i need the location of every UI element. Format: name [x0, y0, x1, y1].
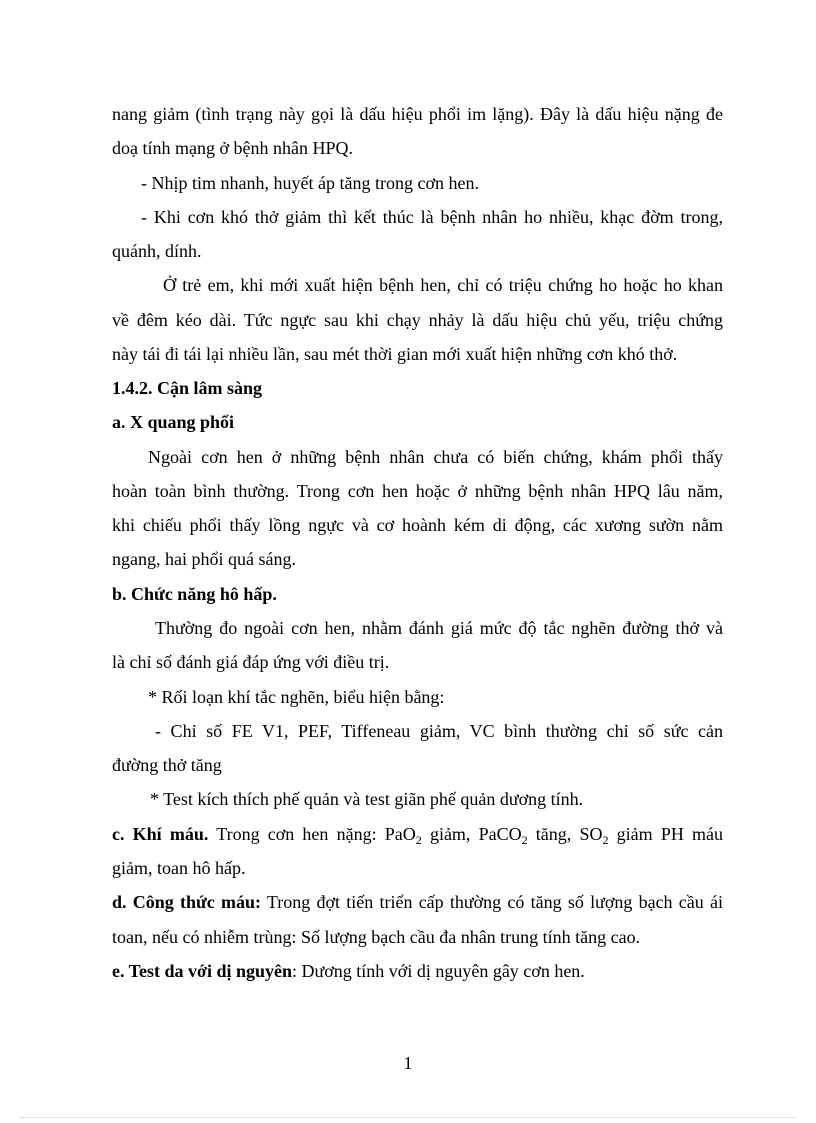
text-line: - Chỉ số FE V1, PEF, Tiffeneau giảm, VC bình thường chỉ số sức cản [155, 721, 723, 741]
test-da-label: e. Test da với dị nguyên [112, 961, 293, 981]
text-line: nang giảm (tình trạng này gọi là dấu hiệu phổi im lặng). Đây là dấu hiệu nặng đe [112, 104, 723, 124]
khi-mau-line [112, 823, 723, 845]
text-line: này tái đi tái lại nhiều lần, sau mét thời gian mới xuất hiện những cơn khó thở. [112, 344, 678, 364]
section-heading: 1.4.2. Cận lâm sàng [112, 378, 263, 398]
text-line: là chỉ số đánh giá đáp ứng với điều trị. [112, 652, 390, 672]
subsection-heading: b. Chức năng hô hấp. [112, 584, 277, 604]
text-line: về đêm kéo dài. Tức ngực sau khi chạy nhảy là dấu hiệu chủ yếu, triệu chứng [112, 310, 723, 330]
page-bottom-border [20, 1117, 796, 1118]
text-line: - Nhịp tim nhanh, huyết áp tăng trong cơn hen. [141, 173, 479, 193]
cong-thuc-mau-line [112, 891, 723, 913]
text-run: giảm PH máu [608, 824, 724, 844]
text-line: Ở trẻ em, khi mới xuất hiện bệnh hen, chỉ có triệu chứng ho hoặc ho khan [163, 275, 723, 295]
subscript: 2 [415, 833, 422, 847]
text-line: doạ tính mạng ở bệnh nhân HPQ. [112, 138, 353, 158]
text-run: giảm, PaCO [421, 824, 522, 844]
khi-mau-label: c. Khí máu. [112, 824, 209, 844]
text-run: : Dương tính với dị nguyên gây cơn hen. [292, 961, 585, 981]
text-line: hoàn toàn bình thường. Trong cơn hen hoặc ở những bệnh nhân HPQ lâu năm, [112, 481, 723, 501]
test-da-line [112, 960, 585, 982]
text-line: khi chiếu phổi thấy lồng ngực và cơ hoành kém di động, các xương sườn nằm [112, 515, 723, 535]
text-run: tăng, SO [527, 824, 603, 844]
text-line: * Test kích thích phế quản và test giãn phế quản dương tính. [150, 789, 584, 809]
text-line: Ngoài cơn hen ở những bệnh nhân chưa có biến chứng, khám phổi thấy [148, 447, 723, 467]
text-line: quánh, dính. [112, 241, 202, 261]
subsection-heading: a. X quang phổi [112, 412, 235, 432]
text-line: * Rối loạn khí tắc nghẽn, biểu hiện bằng: [148, 687, 445, 707]
text-line: giảm, toan hô hấp. [112, 858, 246, 878]
page-number: 1 [403, 1053, 413, 1073]
text-line: - Khi cơn khó thở giảm thì kết thúc là bệnh nhân ho nhiều, khạc đờm trong, [141, 207, 723, 227]
text-line: đường thở tăng [112, 755, 222, 775]
text-line: ngang, hai phổi quá sáng. [112, 549, 296, 569]
cong-thuc-mau-label: d. Công thức máu: [112, 892, 262, 912]
text-line: Thường đo ngoài cơn hen, nhằm đánh giá mức độ tắc nghẽn đường thở và [155, 618, 723, 638]
subscript: 2 [521, 833, 528, 847]
subscript: 2 [602, 833, 609, 847]
text-run: Trong cơn hen nặng: PaO [208, 824, 416, 844]
text-run: Trong đợt tiến triển cấp thường có tăng số lượng bạch cầu ái [261, 892, 723, 912]
text-line: toan, nếu có nhiễm trùng: Số lượng bạch cầu đa nhân trung tính tăng cao. [112, 927, 641, 947]
